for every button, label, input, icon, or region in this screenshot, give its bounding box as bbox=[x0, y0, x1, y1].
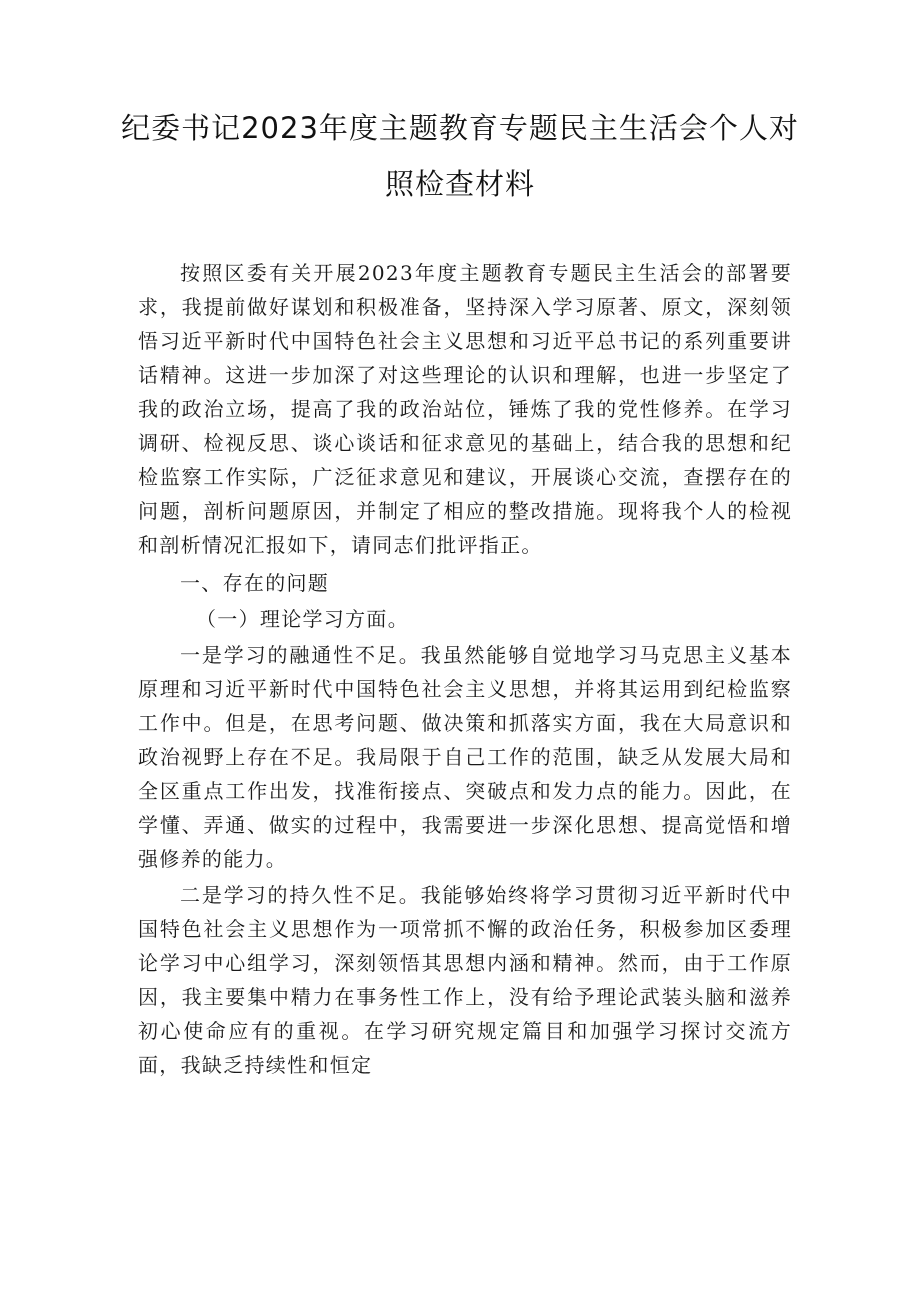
title-line-1: 纪委书记2023年度主题教育专题民主生活会个人对 bbox=[121, 111, 799, 145]
document-title bbox=[120, 100, 800, 212]
intro-paragraph: 按照区委有关开展2023年度主题教育专题民主生活会的部署要求，我提前做好谋划和积极准备，坚持深入学习原著、原文，深刻领悟习近平新时代中国特色社会主义思想和习近平总书记的系列重要讲话精神。这进一步加深了对这些理论的认识和理解，也进一步坚定了我的政治立场，提高了我的政治站位，锤炼了我的党性修养。在学习调研、检视反思、谈心谈话和征求意见的基础上，结合我的思想和纪检监察工作实际，广泛征求意见和建议，开展谈心交流，查摆存在的问题，剖析问题原因，并制定了相应的整改措施。现将我个人的检视和剖析情况汇报如下，请同志们批评指正。 bbox=[138, 261, 792, 557]
body-paragraph-2: 二是学习的持久性不足。我能够始终将学习贯彻习近平新时代中国特色社会主义思想作为一项常抓不懈的政治任务，积极参加区委理论学习中心组学习，深刻领悟其思想内涵和精神。然而，由于工作原因，我主要集中精力在事务性工作上，没有给予理论武装头脑和滋养初心使命应有的重视。在学习研究规定篇目和加强学习探讨交流方面，我缺乏持续性和恒定 bbox=[138, 883, 792, 1077]
title-line-2: 照检查材料 bbox=[384, 167, 535, 201]
document-body bbox=[138, 256, 792, 1082]
body-paragraph-1: 一是学习的融通性不足。我虽然能够自觉地学习马克思主义基本原理和习近平新时代中国特色社会主义思想，并将其运用到纪检监察工作中。但是，在思考问题、做决策和抓落实方面，我在大局意识和政治视野上存在不足。我局限于自己工作的范围，缺乏从发展大局和全区重点工作出发，找准衔接点、突破点和发力点的能力。因此，在学懂、弄通、做实的过程中，我需要进一步深化思想、提高觉悟和增强修养的能力。 bbox=[138, 643, 792, 871]
subsection-heading-theory: （一）理论学习方面。 bbox=[196, 607, 409, 631]
section-heading-problems: 一、存在的问题 bbox=[180, 571, 330, 595]
